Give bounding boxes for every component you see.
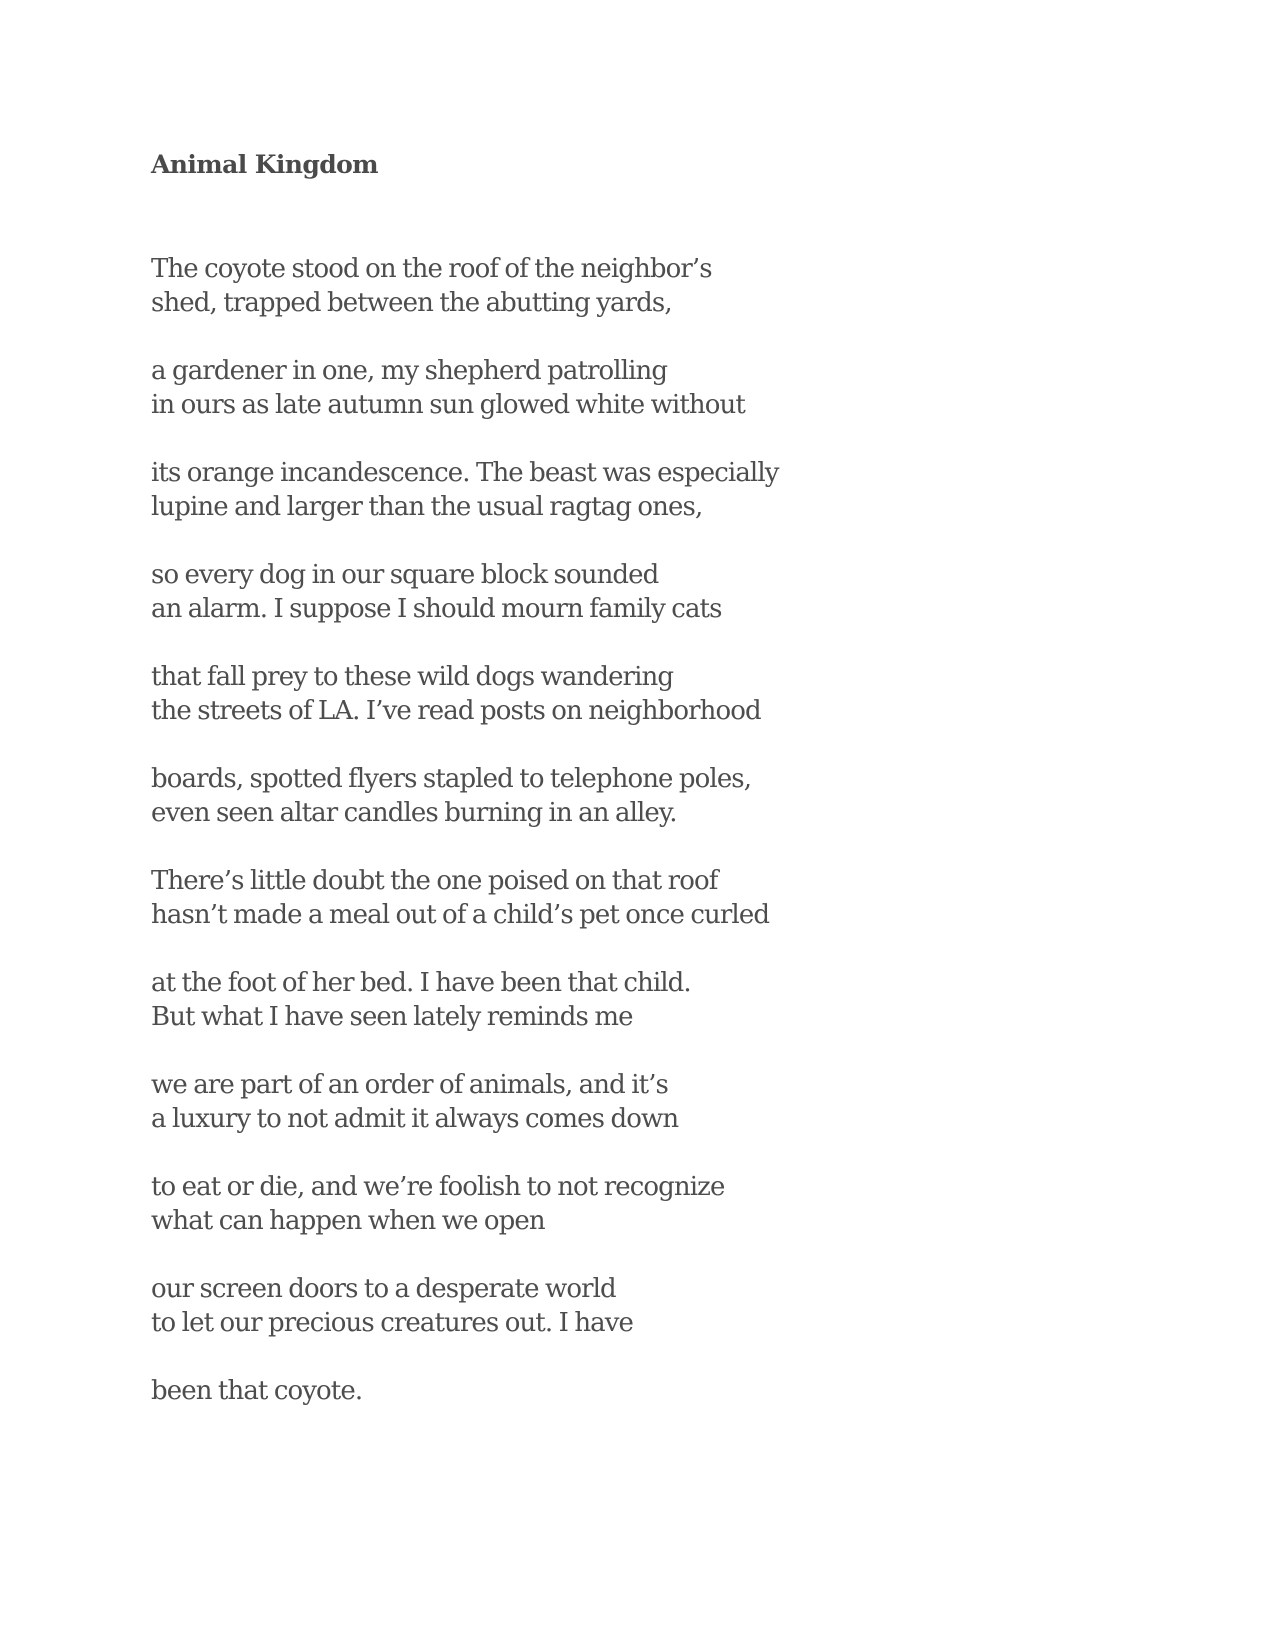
poem-line: so every dog in our square block sounded: [151, 560, 659, 590]
stanza: [151, 966, 779, 1034]
poem-line: The coyote stood on the roof of the neighbor’s: [151, 254, 712, 284]
poem-line: the streets of LA. I’ve read posts on neighborhood: [151, 696, 761, 726]
stanza: [151, 660, 779, 728]
poem-line: its orange incandescence. The beast was especially: [151, 458, 779, 488]
poem-line: shed, trapped between the abutting yards,: [151, 288, 672, 318]
poem-line: to let our precious creatures out. I have: [151, 1308, 634, 1338]
stanza: [151, 252, 779, 320]
stanza: [151, 762, 779, 830]
poem-line: an alarm. I suppose I should mourn family cats: [151, 594, 722, 624]
poem-line: been that coyote.: [151, 1376, 363, 1406]
poem-line: at the foot of her bed. I have been that child.: [151, 968, 691, 998]
poem-line: There’s little doubt the one poised on that roof: [151, 866, 718, 896]
poem-line: boards, spotted flyers stapled to telephone poles,: [151, 764, 752, 794]
poem: [151, 148, 1151, 1406]
poem-line: a luxury to not admit it always comes down: [151, 1104, 679, 1134]
stanza: [151, 1068, 779, 1136]
poem-line: lupine and larger than the usual ragtag ones,: [151, 492, 703, 522]
poem-line: But what I have seen lately reminds me: [151, 1002, 633, 1032]
poem-line: we are part of an order of animals, and it’s: [151, 1070, 669, 1100]
poem-line: in ours as late autumn sun glowed white without: [151, 390, 745, 420]
stanza: [151, 558, 779, 626]
stanza: [151, 1374, 779, 1408]
poem-line: that fall prey to these wild dogs wandering: [151, 662, 674, 692]
stanza: [151, 1170, 779, 1238]
poem-body: [151, 252, 779, 1442]
stanza: [151, 1272, 779, 1340]
stanza: [151, 864, 779, 932]
poem-line: to eat or die, and we’re foolish to not recognize: [151, 1172, 725, 1202]
poem-title: Animal Kingdom: [151, 150, 379, 179]
poem-line: our screen doors to a desperate world: [151, 1274, 616, 1304]
poem-line: even seen altar candles burning in an alley.: [151, 798, 677, 828]
poem-line: a gardener in one, my shepherd patrolling: [151, 356, 668, 386]
stanza: [151, 456, 779, 524]
poem-line: hasn’t made a meal out of a child’s pet once curled: [151, 900, 770, 930]
stanza: [151, 354, 779, 422]
poem-line: what can happen when we open: [151, 1206, 545, 1236]
